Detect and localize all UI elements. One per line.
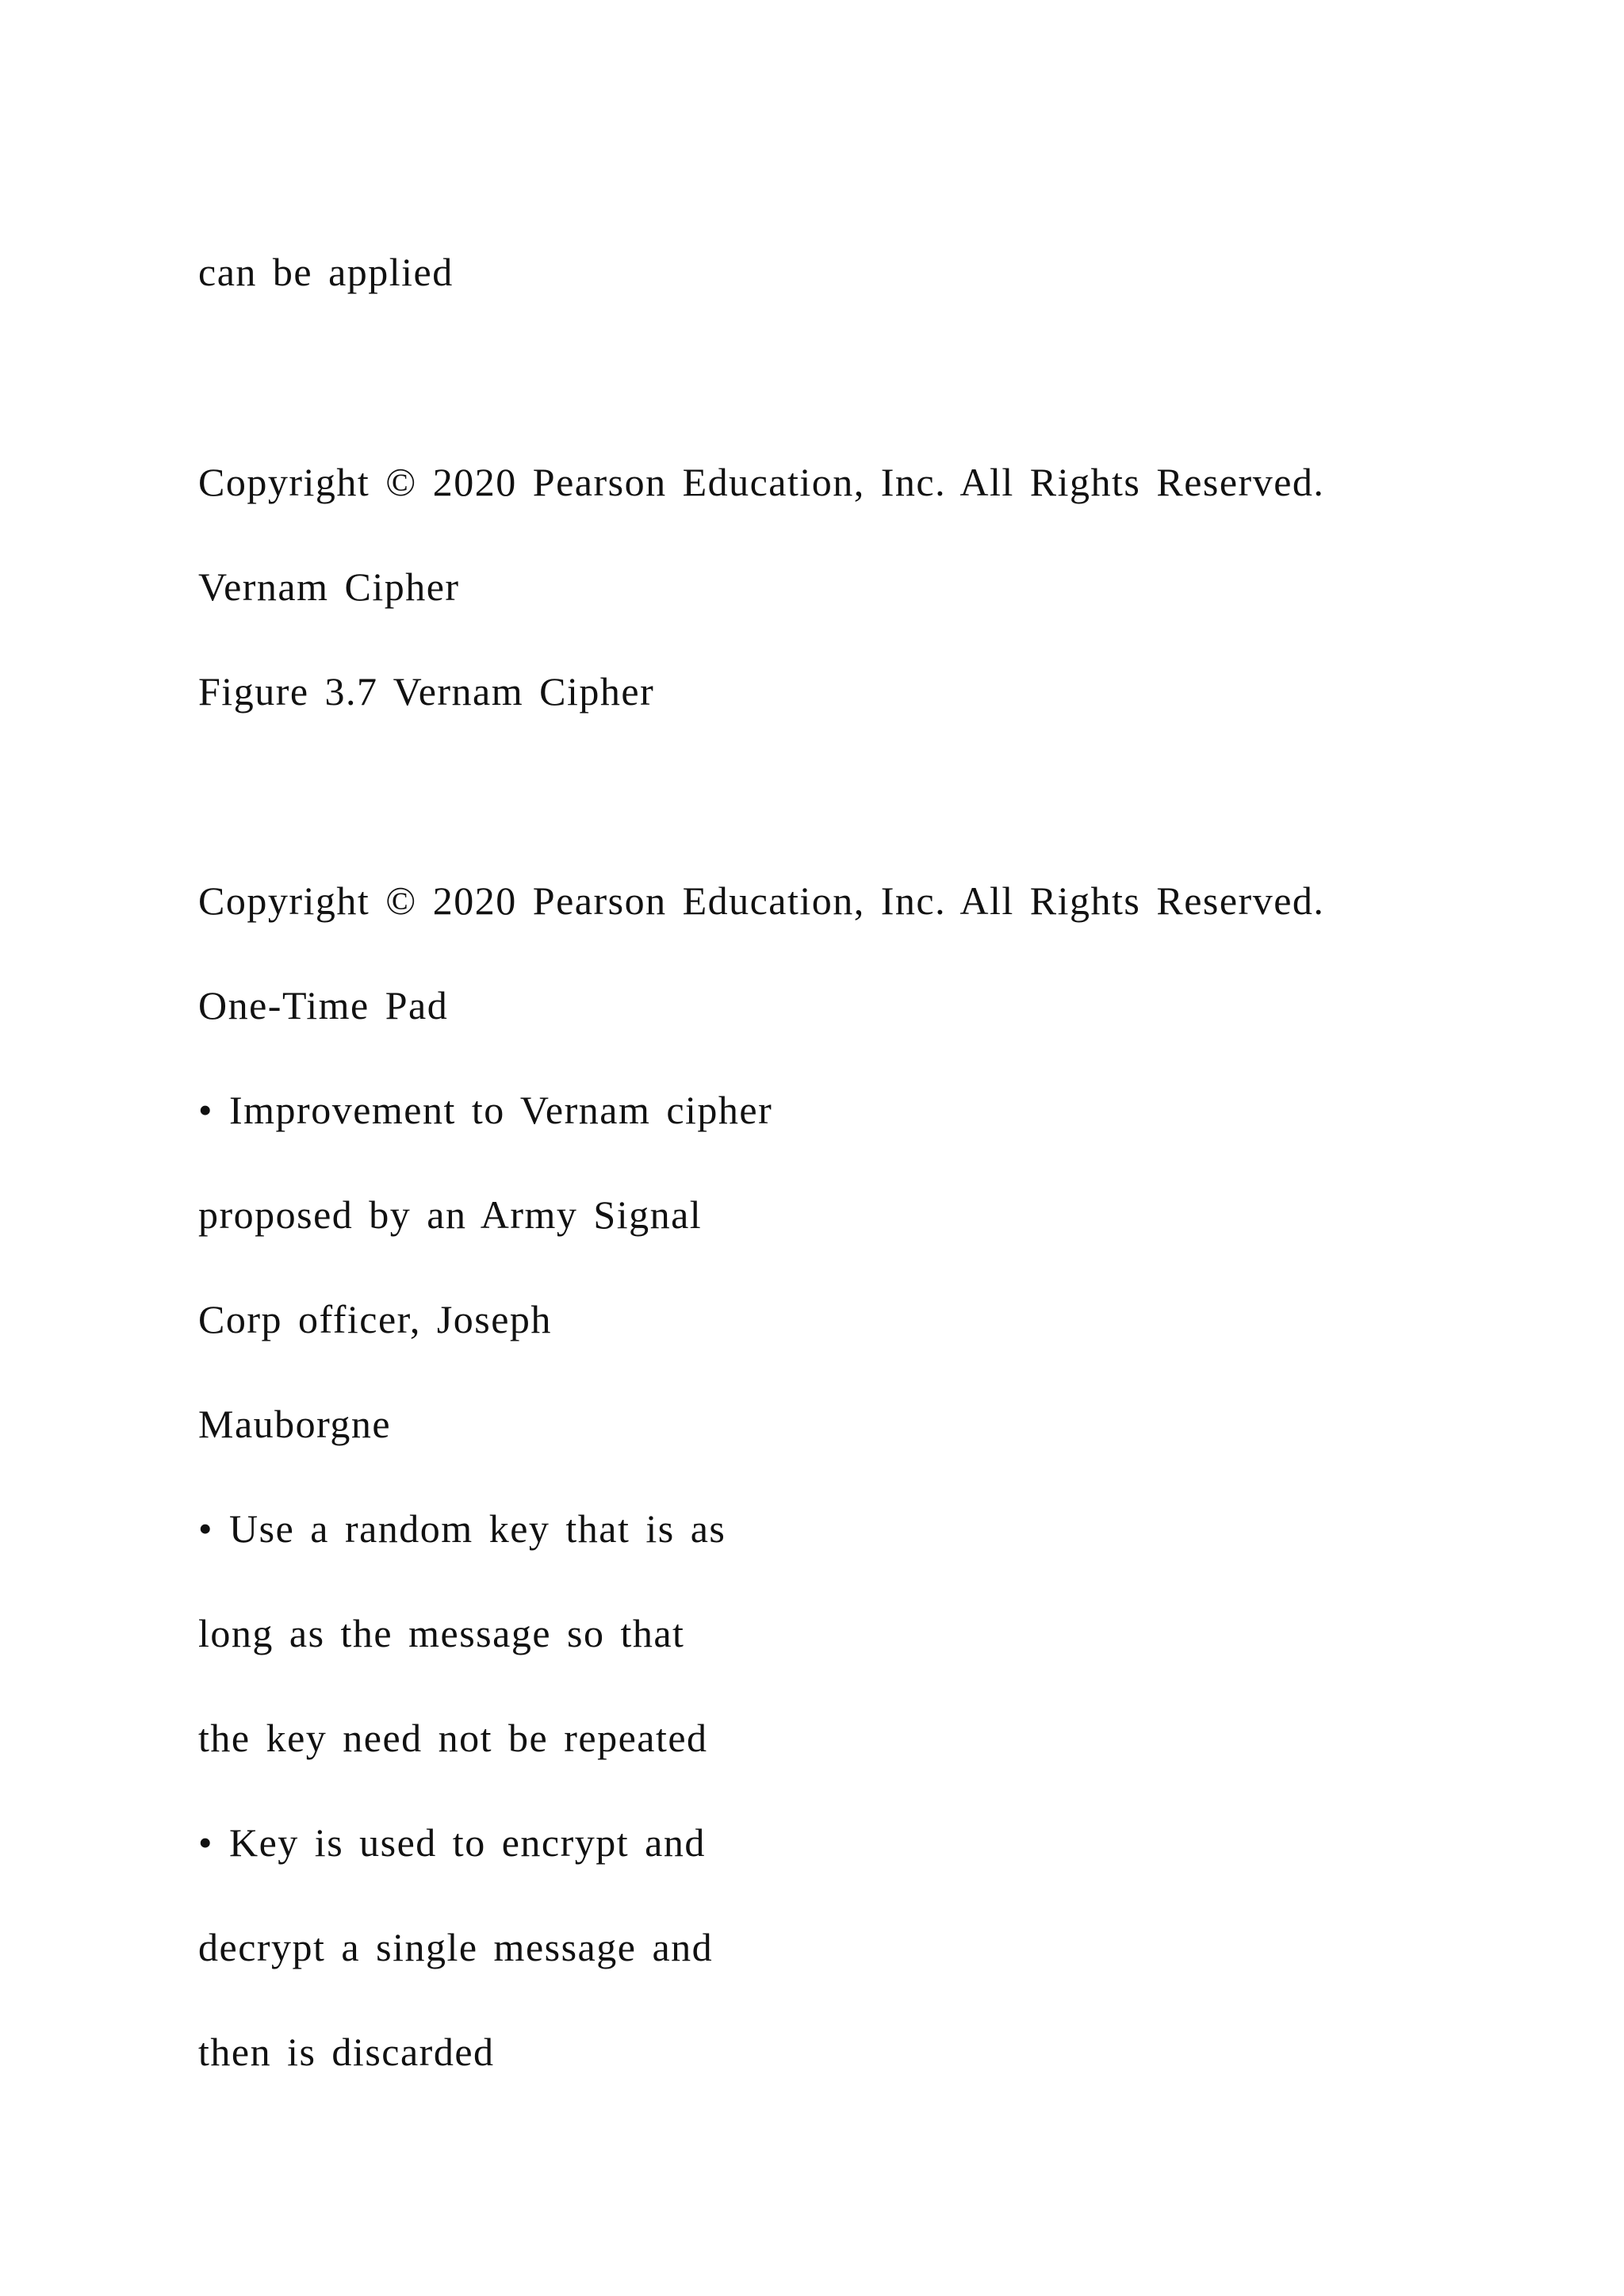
- bullet-line: • Key is used to encrypt and: [198, 1820, 706, 1865]
- bullet-continuation-line: Corp officer, Joseph: [198, 1297, 552, 1341]
- bullet-continuation-line: Mauborgne: [198, 1402, 392, 1446]
- bullet-continuation-line: long as the message so that: [198, 1611, 685, 1655]
- copyright-notice: Copyright © 2020 Pearson Education, Inc. All Rights Reserved.: [198, 460, 1325, 504]
- bullet-continuation-line: then is discarded: [198, 2030, 495, 2074]
- section-heading-one-time-pad: One-Time Pad: [198, 983, 449, 1027]
- text-line-continuation: can be applied: [198, 250, 454, 294]
- section-heading-vernam-cipher: Vernam Cipher: [198, 564, 460, 609]
- bullet-continuation-line: the key need not be repeated: [198, 1716, 708, 1760]
- bullet-line: • Improvement to Vernam cipher: [198, 1088, 773, 1132]
- bullet-line: • Use a random key that is as: [198, 1506, 726, 1551]
- copyright-notice: Copyright © 2020 Pearson Education, Inc. All Rights Reserved.: [198, 878, 1325, 923]
- bullet-continuation-line: decrypt a single message and: [198, 1925, 714, 1969]
- figure-caption: Figure 3.7 Vernam Cipher: [198, 669, 655, 714]
- bullet-continuation-line: proposed by an Army Signal: [198, 1192, 703, 1237]
